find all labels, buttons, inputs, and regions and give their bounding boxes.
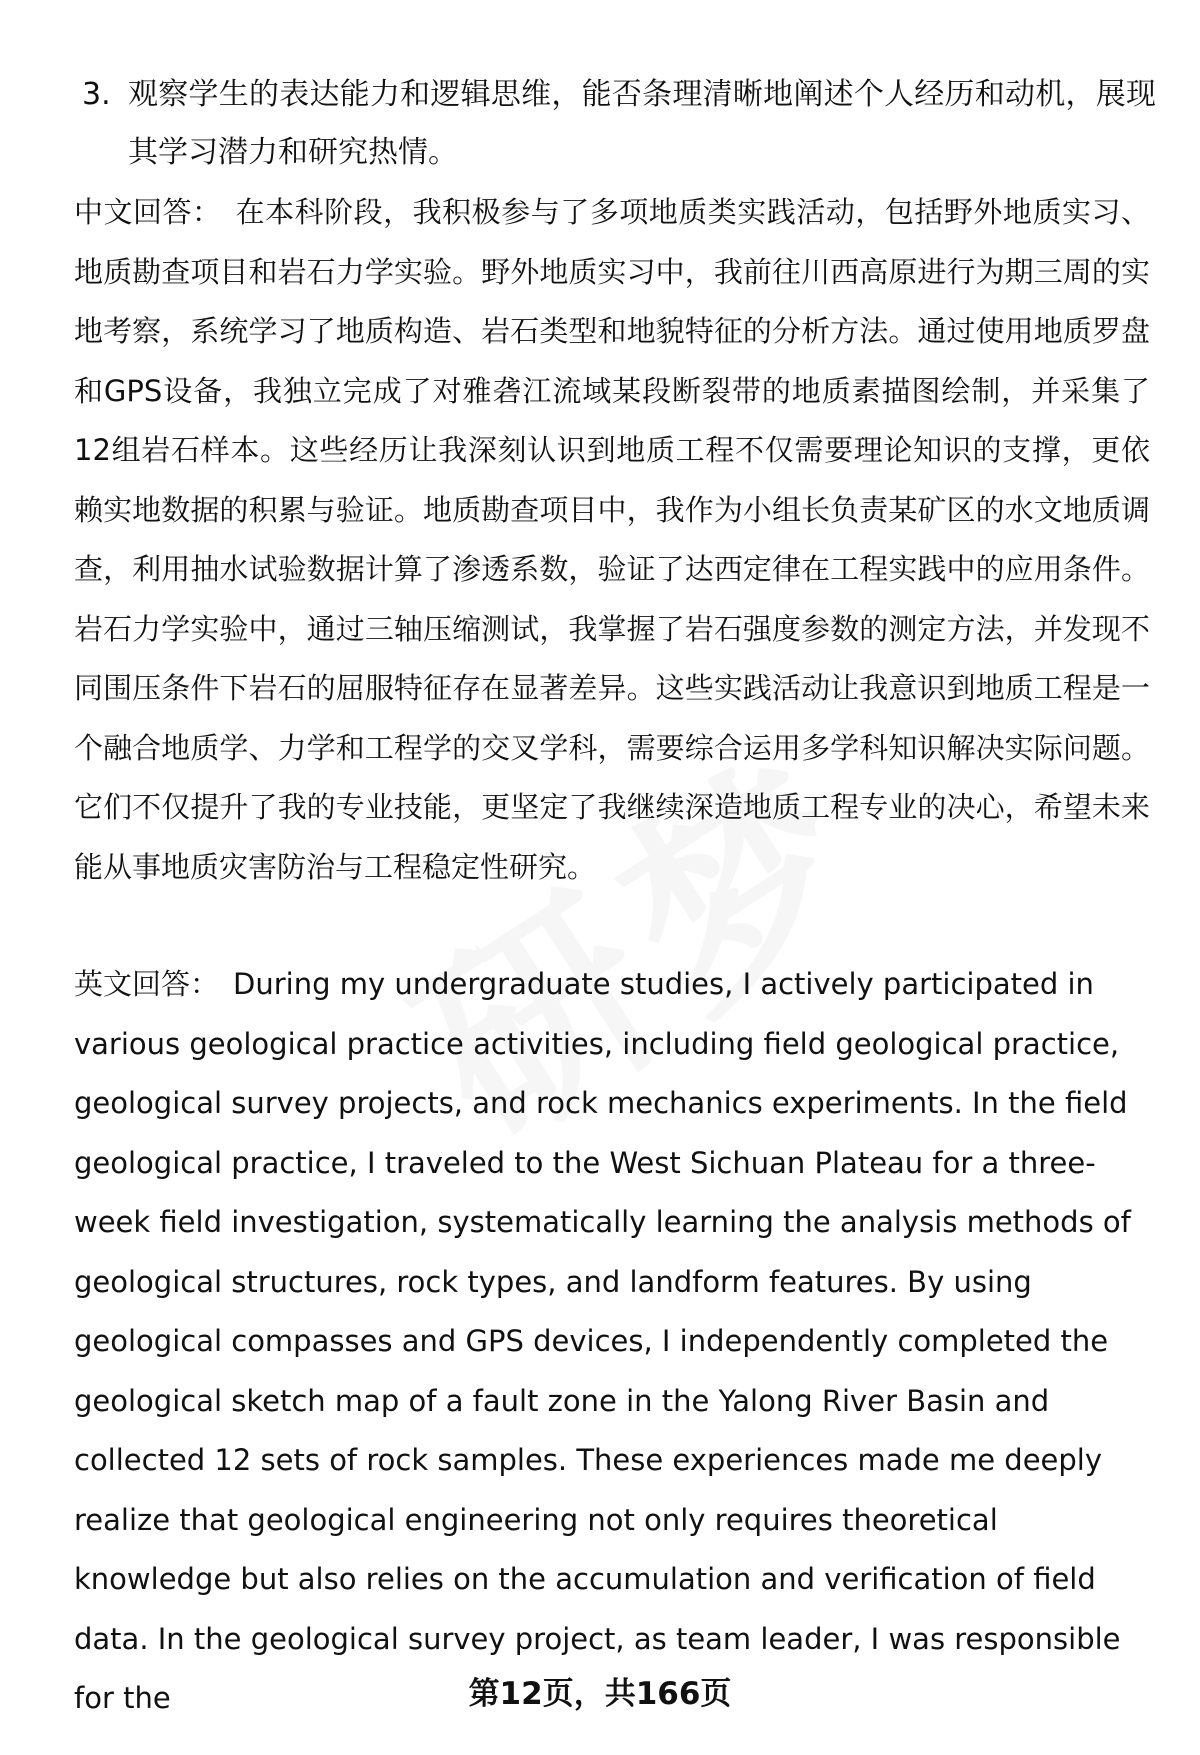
list-item-number: 3. (82, 77, 111, 112)
list-item-text: 观察学生的表达能力和逻辑思维，能否条理清晰地阐述个人经历和动机，展现其学习潜力和研究热情。 (128, 77, 1156, 170)
list-item-3 (76, 66, 1156, 182)
english-answer-label: 英文回答： (74, 967, 220, 1001)
chinese-answer-label: 中文回答： (74, 195, 222, 229)
chinese-answer-text: 在本科阶段，我积极参与了多项地质类实践活动，包括野外地质实习、地质勘查项目和岩石力学实验。野外地质实习中，我前往川西高原进行为期三周的实地考察，系统学习了地质构造、岩石类型和地貌特征的分析方法。通过使用地质罗盘和GPS设备，我独立完成了对雅砻江流域某段断裂带的地质素描图绘制，并采集了12组岩石样本。这些经历让我深刻认识到地质工程不仅需要理论知识的支撑，更依赖实地数据的积累与验证。地质勘查项目中，我作为小组长负责某矿区的水文地质调查，利用抽水试验数据计算了渗透系数，验证了达西定律在工程实践中的应用条件。岩石力学实验中，通过三轴压缩测试，我掌握了岩石强度参数的测定方法，并发现不同围压条件下岩石的屈服特征存在显著差异。这些实践活动让我意识到地质工程是一个融合地质学、力学和工程学的交叉学科，需要综合运用多学科知识解决实际问题。它们不仅提升了我的专业技能，更坚定了我继续深造地质工程专业的决心，希望未来能从事地质灾害防治与工程稳定性研究。 (74, 195, 1150, 884)
chinese-answer-paragraph (74, 183, 1150, 897)
page-number-footer: 第12页，共166页 (468, 1676, 732, 1712)
english-answer-text: During my undergraduate studies, I actively participated in various geological practice activities, including field geological practice, geological survey projects, and rock mechanics experiments. In the field geological practice, I traveled to the West Sichuan Plateau for a three-week field investigation, systematically learning the analysis methods of geological structures, rock types, and landform features. By using geological compasses and GPS devices, I independently completed the geological sketch map of a fault zone in the Yalong River Basin and collected 12 sets of rock samples. These experiences made me deeply realize that geological engineering not only requires theoretical knowledge but also relies on the accumulation and verification of field data. In the geological survey project, as team leader, I was responsible for the (74, 967, 1131, 1715)
english-answer-paragraph (74, 955, 1150, 1729)
